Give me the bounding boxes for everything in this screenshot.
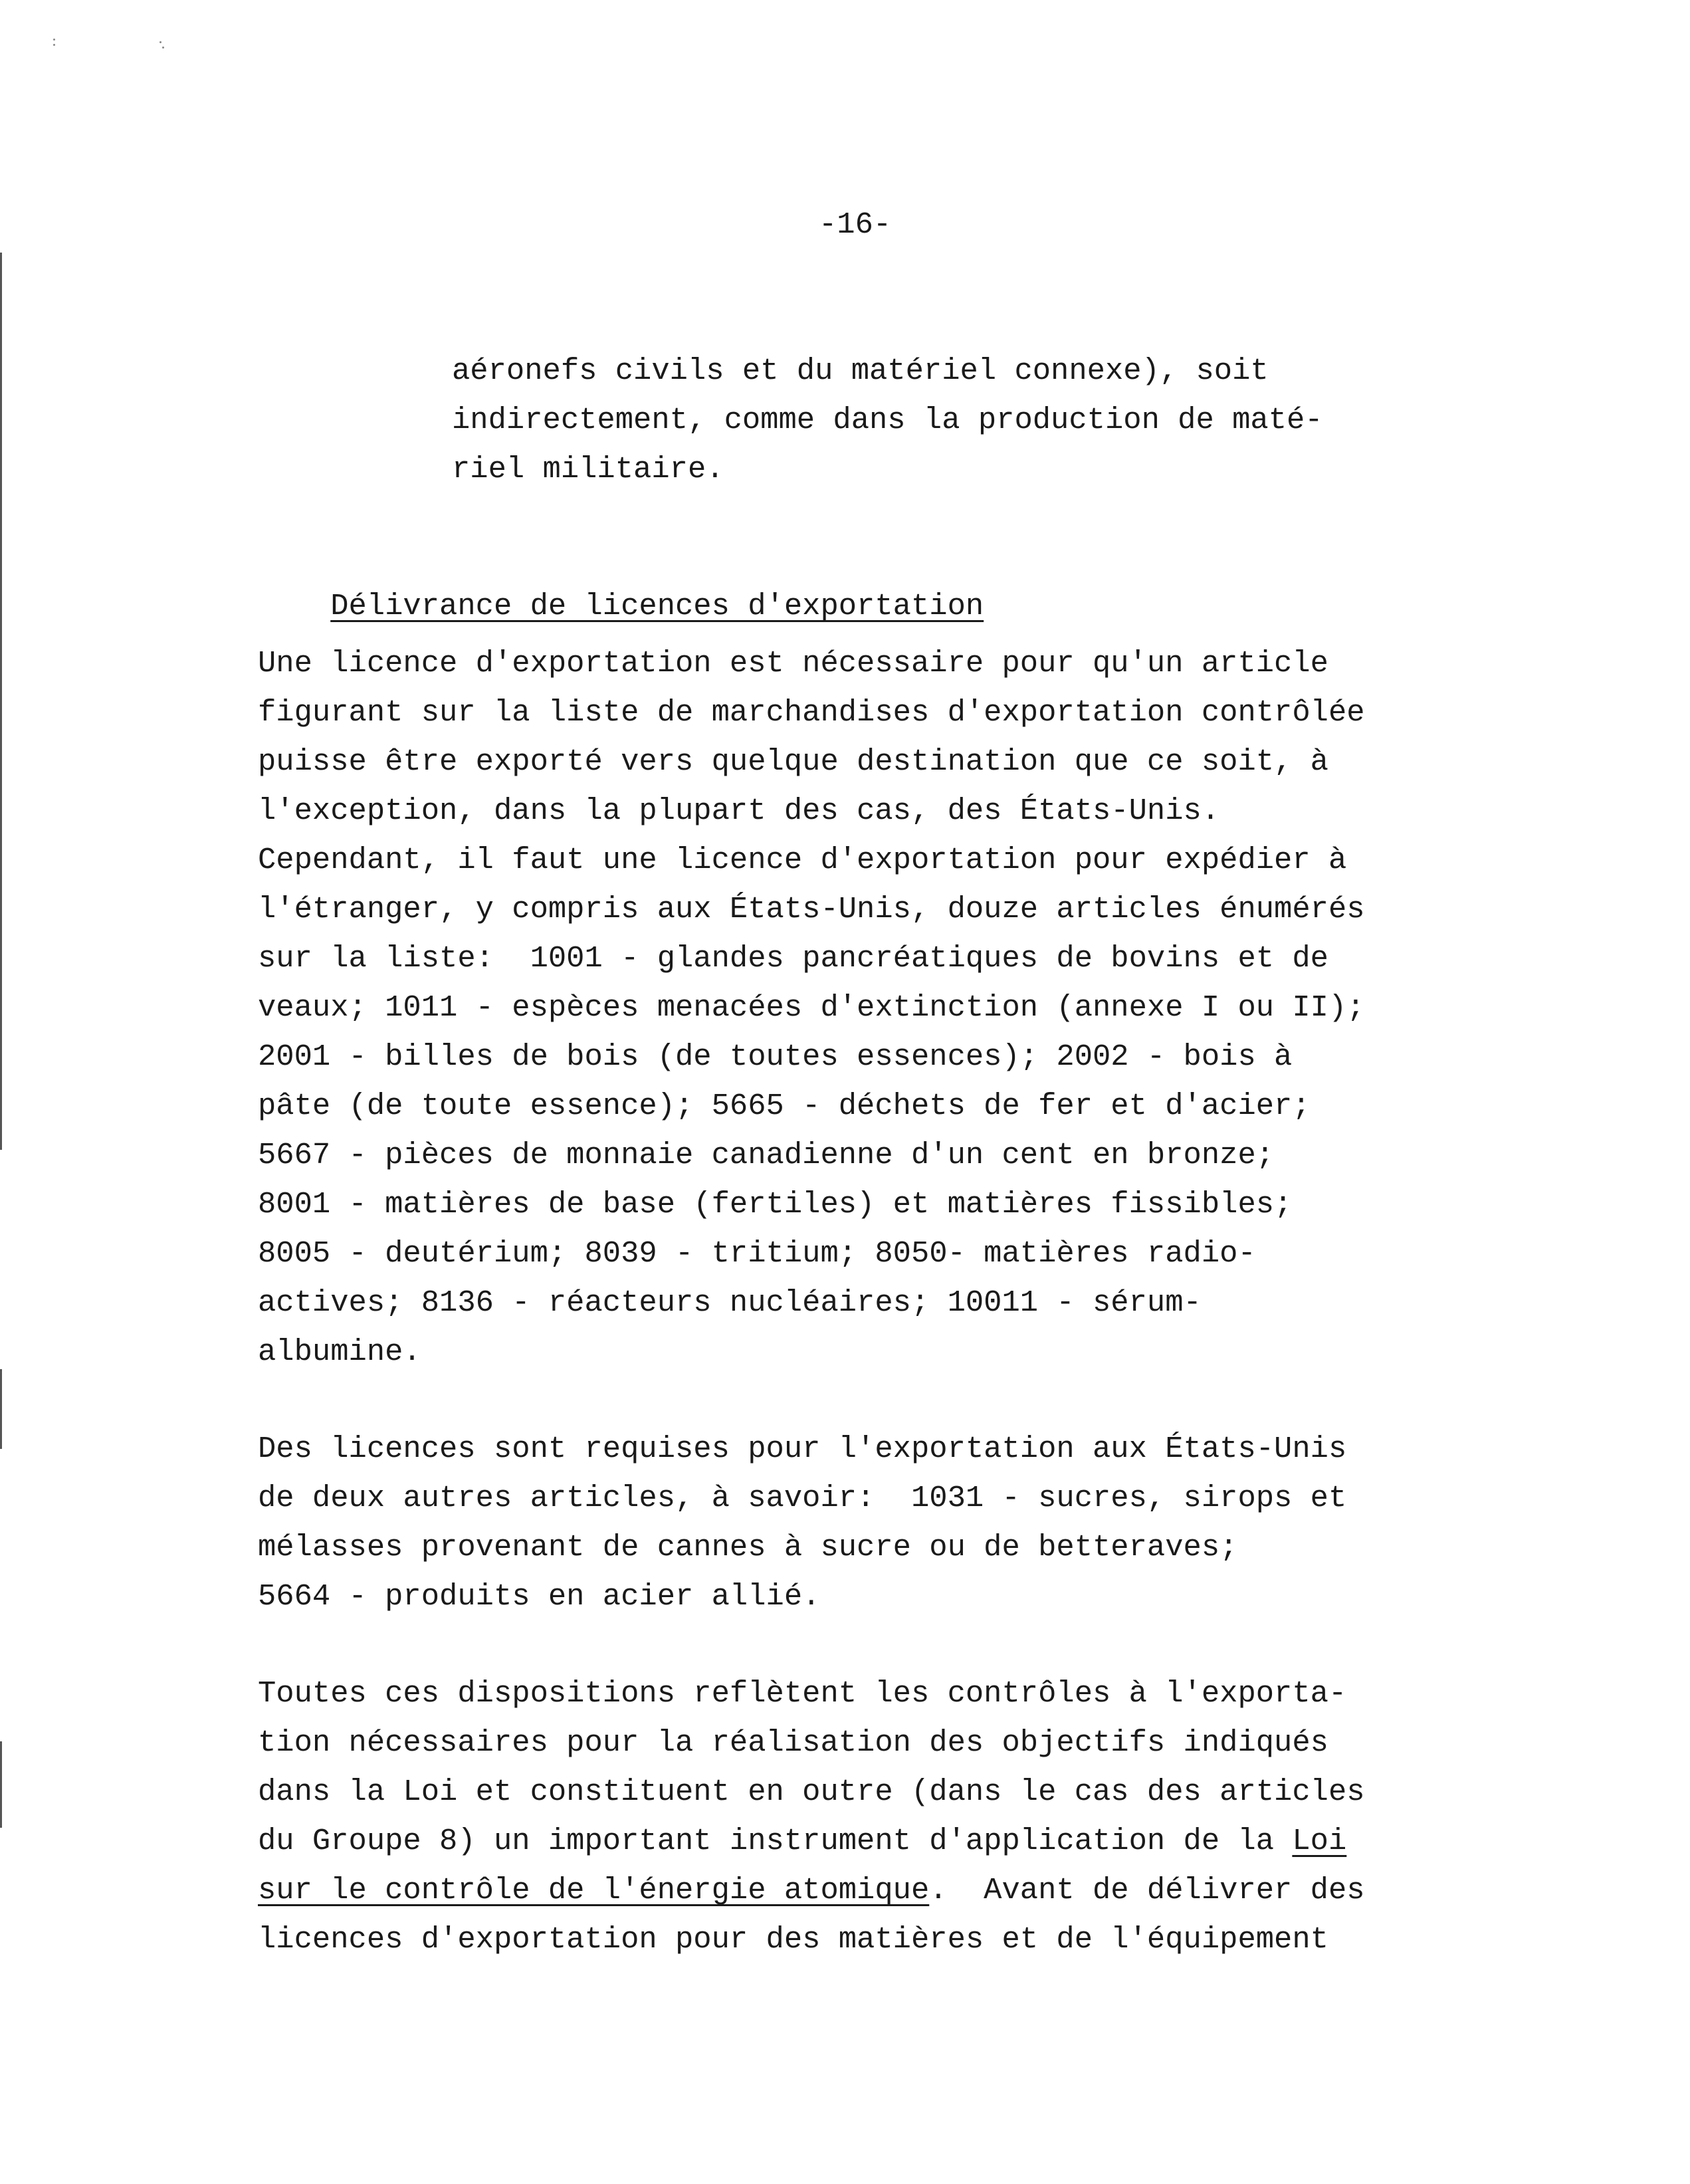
paragraph-line: mélasses provenant de cannes à sucre ou de betteraves; <box>258 1530 1238 1565</box>
paragraph-line: licences d'exportation pour des matières et de l'équipement <box>258 1922 1328 1957</box>
page-number: -16- <box>819 207 892 242</box>
law-title-underlined: sur le contrôle de l'énergie atomique <box>258 1873 930 1908</box>
paragraph-line: puisse être exporté vers quelque destination que ce soit, à <box>258 744 1328 779</box>
paragraph-line: sur la liste: 1001 - glandes pancréatiques de bovins et de <box>258 941 1328 976</box>
paragraph-line: figurant sur la liste de marchandises d'exportation contrôlée <box>258 695 1365 730</box>
paragraph-line: l'étranger, y compris aux États-Unis, douze articles énumérés <box>258 892 1365 927</box>
scan-speck <box>53 44 55 46</box>
paragraph-line: l'exception, dans la plupart des cas, des États-Unis. <box>258 794 1220 828</box>
paragraph-line: tion nécessaires pour la réalisation des objectifs indiqués <box>258 1725 1328 1760</box>
scan-edge-mark <box>0 1369 2 1449</box>
paragraph-line: albumine. <box>258 1335 421 1369</box>
paragraph-line: Cependant, il faut une licence d'exportation pour expédier à <box>258 843 1347 877</box>
paragraph-line: Une licence d'exportation est nécessaire pour qu'un article <box>258 646 1328 681</box>
section-heading-text: Délivrance de licences d'exportation <box>330 589 984 623</box>
paragraph-line: Des licences sont requises pour l'exportation aux États-Unis <box>258 1432 1347 1466</box>
paragraph-line-text: . Avant de délivrer des <box>929 1873 1365 1908</box>
paragraph-line: 5664 - produits en acier allié. <box>258 1579 821 1614</box>
scan-speck <box>159 41 161 43</box>
paragraph-line: actives; 8136 - réacteurs nucléaires; 10011 - sérum- <box>258 1285 1202 1320</box>
continuation-line: indirectement, comme dans la production de maté- <box>452 403 1323 437</box>
law-title-underlined: Loi <box>1292 1824 1347 1858</box>
paragraph-line: Toutes ces dispositions reflètent les contrôles à l'exporta- <box>258 1676 1347 1711</box>
paragraph-line: dans la Loi et constituent en outre (dans le cas des articles <box>258 1775 1365 1809</box>
scan-edge-mark <box>0 1741 2 1828</box>
paragraph-line: 8001 - matières de base (fertiles) et matières fissibles; <box>258 1187 1293 1222</box>
paragraph-line <box>258 1821 1346 1861</box>
paragraph-line: veaux; 1011 - espèces menacées d'extinction (annexe I ou II); <box>258 990 1365 1025</box>
continuation-line: riel militaire. <box>452 452 724 487</box>
paragraph-line: de deux autres articles, à savoir: 1031 - sucres, sirops et <box>258 1481 1347 1515</box>
continuation-line: aéronefs civils et du matériel connexe), soit <box>452 354 1269 388</box>
paragraph-line-text: du Groupe 8) un important instrument d'application de la <box>258 1824 1293 1858</box>
paragraph-line: 2001 - billes de bois (de toutes essences); 2002 - bois à <box>258 1039 1293 1074</box>
scan-edge-mark <box>0 253 2 1150</box>
paragraph-line <box>258 1870 1365 1910</box>
paragraph-line: pâte (de toute essence); 5665 - déchets de fer et d'acier; <box>258 1089 1311 1123</box>
paragraph-line: 5667 - pièces de monnaie canadienne d'un cent en bronze; <box>258 1138 1275 1172</box>
scan-speck <box>162 47 164 49</box>
scan-speck <box>53 39 55 41</box>
paragraph-line: 8005 - deutérium; 8039 - tritium; 8050- matières radio- <box>258 1236 1256 1271</box>
